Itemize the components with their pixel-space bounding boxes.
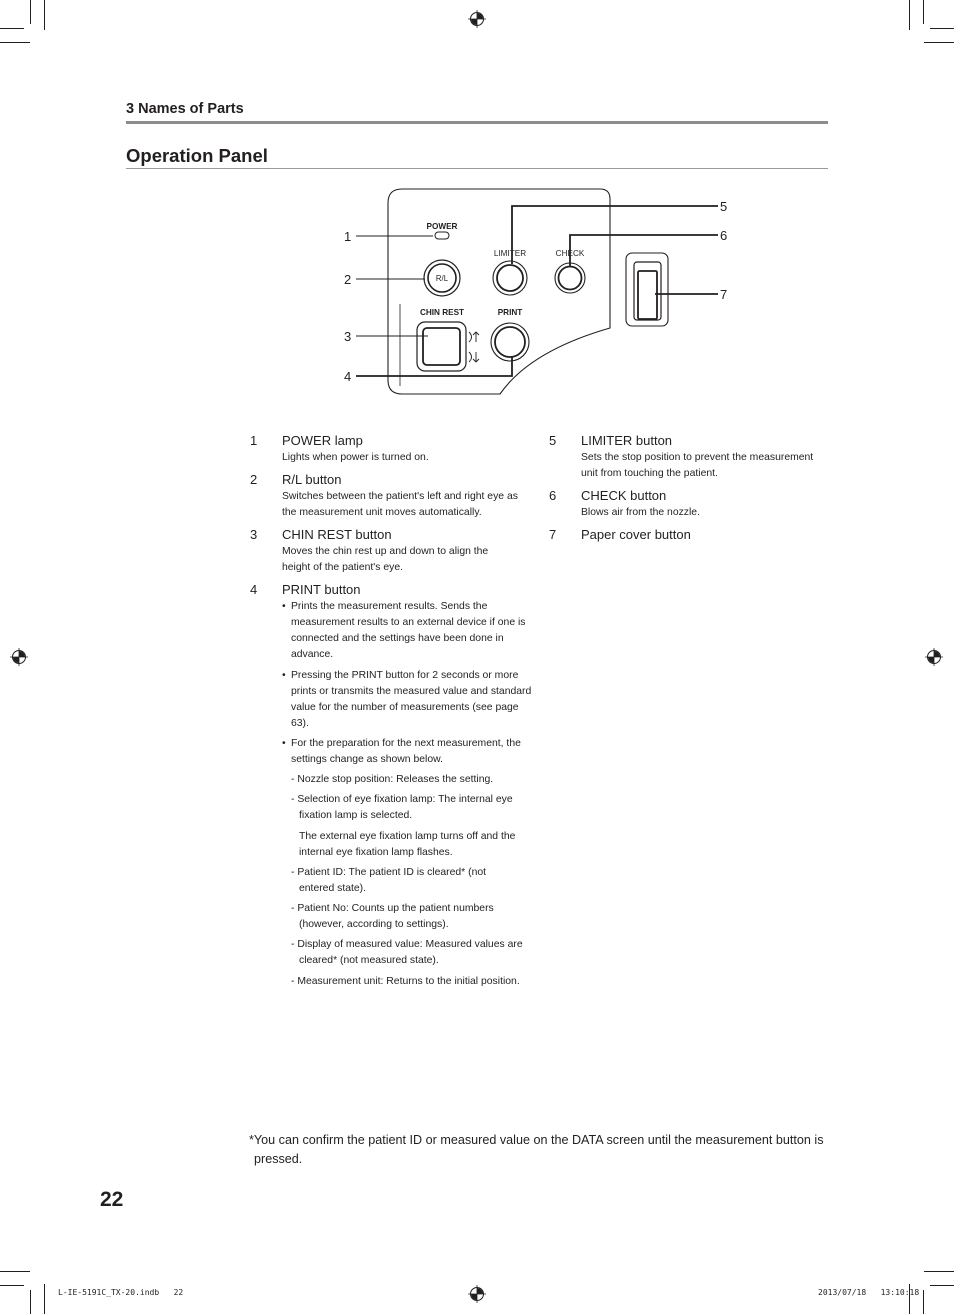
settings-change-item: - Nozzle stop position: Releases the setting. [291,774,494,785]
item-description: Lights when power is turned on. [282,452,429,463]
rl-label: R/L [435,274,449,283]
item-name: CHECK button [581,488,667,503]
power-lamp [435,232,449,239]
paper-cover-button [638,271,657,319]
list-item-print-button: 4 PRINT button • Prints the measurement results. Sends the measurement results to an external device if one is connected and the settings have been done in advance. • Pressing the PRINT button for 2 seconds or more prints or transmits the measured value and standard value for the number of measurements (see page 63). • For the preparation for the next measurement, the settings change as shown below. - Nozzle stop position: Releases the setting. - Selection of eye fixation lamp: The internal eye fixation lamp is selected. The external eye fixation lamp turns off and the internal eye fixation lamp flashes. - Patient ID: The patient ID is cleared* (not entered state). - Patient No: Counts up the patient numbers (however, according to settings). - Display of measured value: Measured values are cleared* (not measured state). - Measurement unit: Returns to the initial position. [250,582,550,1002]
check-button-ring [555,263,585,293]
slug-file: L-IE-5191C_TX-20.indb 22 [58,1288,184,1297]
item-name: PRINT button [282,582,361,597]
settings-change-item: - Selection of eye fixation lamp: The internal eye fixation lamp is selected. [291,794,513,821]
section-heading: 3 Names of Parts [126,101,244,117]
item-number: 7 [549,527,557,542]
header-rule [126,121,828,124]
item-name: LIMITER button [581,433,673,448]
check-label: CHECK [555,249,585,258]
registration-mark-icon [468,10,486,28]
limiter-button-ring [493,261,527,295]
callout-2: 2 [344,272,352,287]
chin-rest-button [423,328,460,365]
callout-3: 3 [344,329,352,344]
item-number: 1 [250,433,258,448]
power-label: POWER [426,222,458,231]
settings-change-item: - Patient No: Counts up the patient numbers (however, according to settings). [291,903,494,930]
registration-mark-icon [468,1285,486,1303]
page-title: Operation Panel [126,145,268,166]
slug-date: 2013/07/18 13:10:18 [818,1288,920,1297]
limiter-label: LIMITER [493,249,527,258]
item-name: POWER lamp [282,433,363,448]
settings-change-item: The external eye fixation lamp turns off and the internal eye fixation lamp flashes. [299,831,516,858]
footnote: *You can confirm the patient ID or measured value on the DATA screen until the measurement button is pressed. [249,1133,824,1166]
callout-6: 6 [720,228,728,243]
print-label: PRINT [497,308,523,317]
operation-panel-diagram [330,186,740,398]
title-rule [126,168,828,169]
settings-change-item: - Display of measured value: Measured values are cleared* (not measured state). [291,939,523,966]
settings-change-item: - Patient ID: The patient ID is cleared* (not entered state). [291,867,487,894]
item-number: 4 [250,582,258,597]
settings-change-item: - Measurement unit: Returns to the initial position. [291,976,520,987]
registration-mark-icon [10,648,28,666]
item-number: 5 [549,433,557,448]
paper-cover-frame [626,253,668,326]
item-description: Blows air from the nozzle. [581,507,700,518]
page-number: 22 [100,1188,124,1211]
item-name: CHIN REST button [282,527,392,542]
item-name: R/L button [282,472,342,487]
item-number: 2 [250,472,258,487]
item-description: Switches between the patient's left and right eye as the measurement unit moves automatically. [282,491,518,518]
item-number: 3 [250,527,258,542]
print-button-ring [491,323,529,361]
item-name: Paper cover button [581,527,691,542]
item-number: 6 [549,488,557,503]
callout-4: 4 [344,369,352,384]
callout-1: 1 [344,229,352,244]
check-button [559,267,582,290]
limiter-button [497,265,523,291]
callout-5: 5 [720,199,728,214]
chin-rest-label: CHIN REST [419,308,465,317]
callout-7: 7 [720,287,728,302]
print-button [495,327,525,357]
item-description: Sets the stop position to prevent the measurement unit from touching the patient. [581,452,814,479]
item-description: Moves the chin rest up and down to align the height of the patient's eye. [282,546,489,573]
registration-mark-icon [925,648,943,666]
